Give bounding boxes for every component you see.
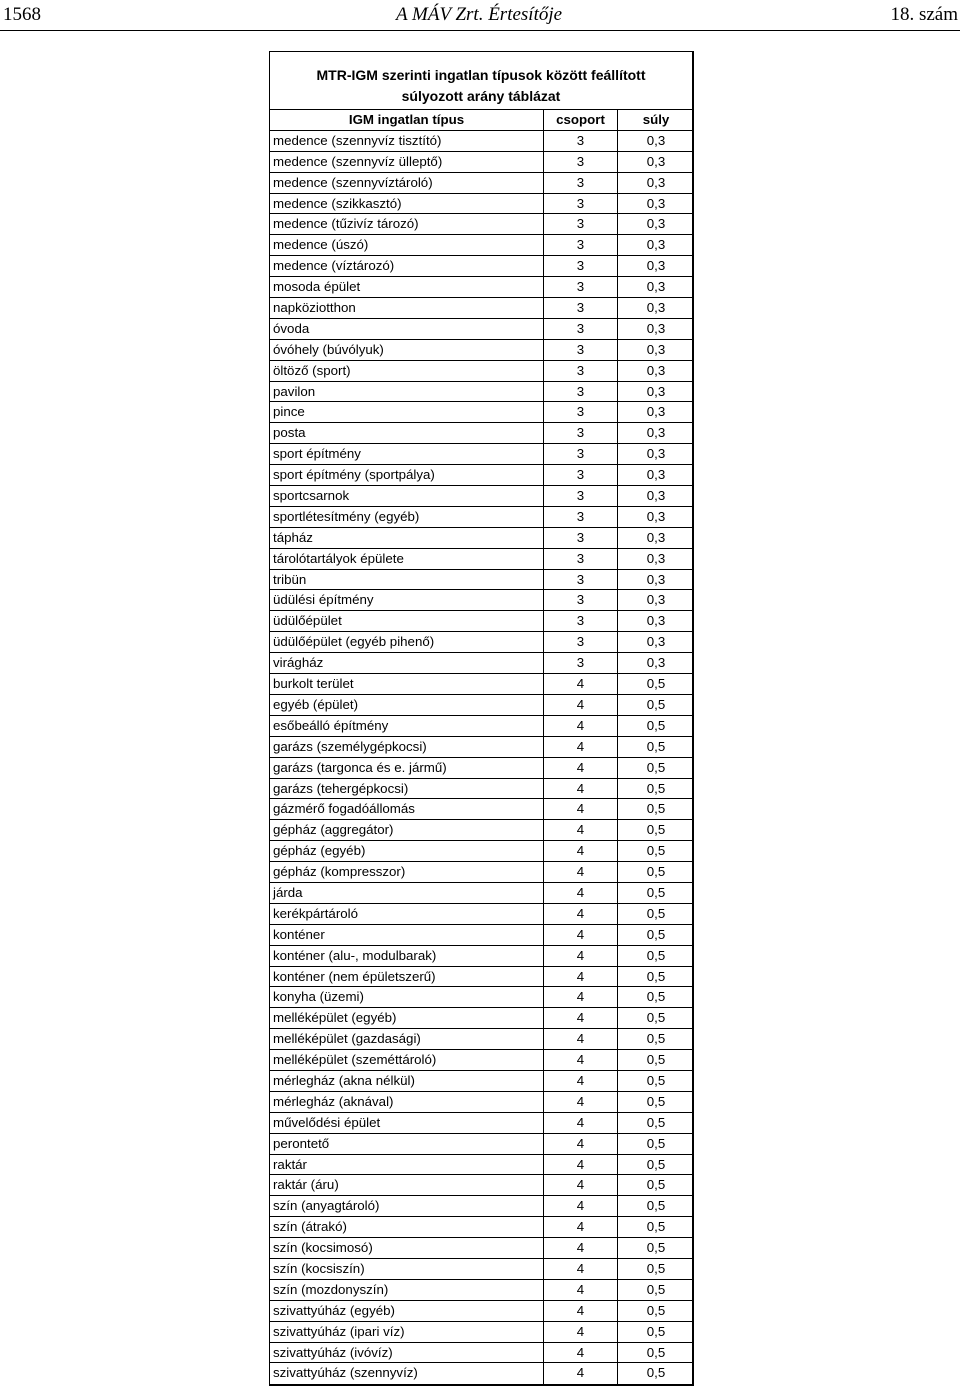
table-row (270, 1134, 692, 1155)
table-row (270, 1280, 692, 1301)
table-row (270, 319, 692, 340)
cell-weight: 0,3 (646, 508, 666, 524)
cell-type: perontető (270, 1134, 544, 1154)
cell-group: 3 (544, 402, 618, 422)
cell-group: 4 (544, 1259, 618, 1279)
cell-type: szín (átrakó) (270, 1217, 544, 1237)
cell-group: 4 (544, 1175, 618, 1195)
cell-group: 3 (544, 570, 618, 590)
table-row (270, 611, 692, 632)
table-row (270, 570, 692, 591)
cell-group: 3 (544, 465, 618, 485)
cell-group: 3 (544, 256, 618, 276)
cell-group: 4 (544, 904, 618, 924)
cell-group: 4 (544, 779, 618, 799)
table-row (270, 549, 692, 570)
cell-weight: 0,5 (646, 801, 666, 817)
cell-weight: 0,5 (646, 1281, 666, 1297)
cell-weight: 0,5 (646, 1031, 666, 1047)
table-row (270, 194, 692, 215)
cell-weight: 0,5 (646, 864, 666, 880)
cell-type: mérlegház (aknával) (270, 1092, 544, 1112)
cell-weight: 0,3 (646, 383, 666, 399)
cell-group: 3 (544, 507, 618, 527)
table-row (270, 465, 692, 486)
table-row (270, 1008, 692, 1029)
cell-type: garázs (személygépkocsi) (270, 737, 544, 757)
cell-weight: 0,3 (646, 341, 666, 357)
cell-group: 3 (544, 361, 618, 381)
cell-type: garázs (tehergépkocsi) (270, 779, 544, 799)
cell-type: konténer (nem épületszerű) (270, 967, 544, 987)
cell-type: medence (szennyvíz ülleptő) (270, 152, 544, 172)
cell-type: szín (kocsimosó) (270, 1238, 544, 1258)
cell-type: kerékpártároló (270, 904, 544, 924)
table-row (270, 1029, 692, 1050)
cell-weight: 0,3 (646, 320, 666, 336)
cell-weight: 0,3 (646, 446, 666, 462)
cell-group: 3 (544, 444, 618, 464)
table-row (270, 131, 692, 152)
cell-group: 3 (544, 549, 618, 569)
cell-type: melléképület (szeméttároló) (270, 1050, 544, 1070)
publication-title: A MÁV Zrt. Értesítője (396, 4, 563, 25)
cell-type: pavilon (270, 382, 544, 402)
cell-group: 3 (544, 486, 618, 506)
cell-group: 4 (544, 758, 618, 778)
cell-type: gázmérő fogadóállomás (270, 799, 544, 819)
cell-type: gépház (kompresszor) (270, 862, 544, 882)
table-row (270, 402, 692, 423)
cell-group: 3 (544, 611, 618, 631)
cell-type: szivattyúház (szennyvíz) (270, 1363, 544, 1384)
cell-group: 4 (544, 925, 618, 945)
table-row (270, 256, 692, 277)
table-title-line-2: súlyozott arány táblázat (401, 88, 561, 104)
cell-type: sportlétesítmény (egyéb) (270, 507, 544, 527)
table-row (270, 298, 692, 319)
table-row (270, 716, 692, 737)
cell-group: 3 (544, 298, 618, 318)
cell-weight: 0,5 (646, 968, 666, 984)
table-row (270, 883, 692, 904)
cell-type: üdülési építmény (270, 590, 544, 610)
table-row (270, 674, 692, 695)
table-row (270, 987, 692, 1008)
table-row (270, 507, 692, 528)
cell-weight: 0,5 (646, 1365, 666, 1381)
cell-group: 4 (544, 799, 618, 819)
cell-weight: 0,3 (646, 550, 666, 566)
cell-weight: 0,5 (646, 696, 666, 712)
column-header-type: IGM ingatlan típus (270, 110, 544, 130)
cell-group: 4 (544, 737, 618, 757)
cell-weight: 0,3 (646, 174, 666, 190)
table-row (270, 1217, 692, 1238)
cell-group: 4 (544, 987, 618, 1007)
cell-weight: 0,3 (646, 279, 666, 295)
table-row (270, 277, 692, 298)
cell-weight: 0,5 (646, 1072, 666, 1088)
cell-group: 4 (544, 1343, 618, 1363)
cell-group: 3 (544, 131, 618, 151)
cell-group: 3 (544, 382, 618, 402)
cell-group: 3 (544, 277, 618, 297)
table-row (270, 1259, 692, 1280)
cell-type: gépház (egyéb) (270, 841, 544, 861)
cell-group: 4 (544, 1155, 618, 1175)
table-row (270, 1196, 692, 1217)
table-row (270, 214, 692, 235)
cell-group: 4 (544, 841, 618, 861)
cell-weight: 0,5 (646, 1177, 666, 1193)
cell-weight: 0,3 (646, 237, 666, 253)
cell-type: sport építmény (sportpálya) (270, 465, 544, 485)
table-row (270, 1155, 692, 1176)
table-row (270, 925, 692, 946)
cell-type: konyha (üzemi) (270, 987, 544, 1007)
table-row (270, 862, 692, 883)
cell-type: szivattyúház (ipari víz) (270, 1322, 544, 1342)
cell-type: mosoda épület (270, 277, 544, 297)
cell-type: melléképület (gazdasági) (270, 1029, 544, 1049)
cell-type: raktár (áru) (270, 1175, 544, 1195)
table-row (270, 695, 692, 716)
table-row (270, 1071, 692, 1092)
table-row (270, 1343, 692, 1364)
table-row (270, 946, 692, 967)
cell-group: 4 (544, 946, 618, 966)
table-row (270, 820, 692, 841)
cell-weight: 0,5 (646, 717, 666, 733)
cell-type: napköziotthon (270, 298, 544, 318)
cell-type: raktár (270, 1155, 544, 1175)
cell-group: 3 (544, 152, 618, 172)
cell-type: óvóhely (búvólyuk) (270, 340, 544, 360)
table-row (270, 737, 692, 758)
cell-type: tápház (270, 528, 544, 548)
cell-weight: 0,5 (646, 843, 666, 859)
cell-type: szín (kocsiszín) (270, 1259, 544, 1279)
table-row (270, 1238, 692, 1259)
cell-weight: 0,3 (646, 300, 666, 316)
cell-type: művelődési épület (270, 1113, 544, 1133)
cell-group: 4 (544, 883, 618, 903)
cell-weight: 0,5 (646, 1302, 666, 1318)
cell-group: 4 (544, 695, 618, 715)
cell-type: medence (szennyvíz tisztító) (270, 131, 544, 151)
cell-weight: 0,3 (646, 216, 666, 232)
table-row (270, 1301, 692, 1322)
table-row (270, 340, 692, 361)
cell-type: egyéb (épület) (270, 695, 544, 715)
table-title-line-1: MTR-IGM szerinti ingatlan típusok között feállított (316, 67, 646, 83)
column-header-group: csoport (544, 110, 618, 130)
table-row (270, 173, 692, 194)
cell-weight: 0,5 (646, 759, 666, 775)
cell-type: járda (270, 883, 544, 903)
cell-type: sport építmény (270, 444, 544, 464)
cell-weight: 0,5 (646, 1010, 666, 1026)
cell-group: 4 (544, 820, 618, 840)
cell-group: 4 (544, 1029, 618, 1049)
table-row (270, 1113, 692, 1134)
cell-group: 3 (544, 340, 618, 360)
table-row (270, 590, 692, 611)
cell-type: posta (270, 423, 544, 443)
cell-weight: 0,3 (646, 467, 666, 483)
cell-group: 3 (544, 194, 618, 214)
cell-group: 3 (544, 653, 618, 673)
table-row (270, 653, 692, 674)
cell-type: medence (úszó) (270, 235, 544, 255)
table-row (270, 1322, 692, 1343)
table-row (270, 632, 692, 653)
cell-type: burkolt terület (270, 674, 544, 694)
cell-weight: 0,3 (646, 195, 666, 211)
cell-weight: 0,5 (646, 1052, 666, 1068)
cell-type: medence (víztározó) (270, 256, 544, 276)
cell-group: 3 (544, 423, 618, 443)
cell-weight: 0,5 (646, 1156, 666, 1172)
cell-weight: 0,3 (646, 153, 666, 169)
table-row (270, 152, 692, 173)
cell-group: 3 (544, 235, 618, 255)
cell-type: sportcsarnok (270, 486, 544, 506)
cell-weight: 0,3 (646, 571, 666, 587)
cell-group: 4 (544, 716, 618, 736)
cell-weight: 0,5 (646, 1323, 666, 1339)
cell-weight: 0,5 (646, 738, 666, 754)
page-number: 1568 (3, 4, 41, 25)
cell-type: mérlegház (akna nélkül) (270, 1071, 544, 1091)
cell-weight: 0,5 (646, 676, 666, 692)
cell-weight: 0,5 (646, 989, 666, 1005)
cell-type: üdülőépület (egyéb pihenő) (270, 632, 544, 652)
table-row (270, 841, 692, 862)
cell-group: 4 (544, 1008, 618, 1028)
cell-type: tárolótartályok épülete (270, 549, 544, 569)
cell-weight: 0,3 (646, 655, 666, 671)
cell-weight: 0,5 (646, 926, 666, 942)
cell-type: konténer (alu-, modulbarak) (270, 946, 544, 966)
cell-weight: 0,5 (646, 1093, 666, 1109)
cell-group: 3 (544, 173, 618, 193)
cell-type: garázs (targonca és e. jármű) (270, 758, 544, 778)
cell-group: 3 (544, 319, 618, 339)
cell-group: 4 (544, 1280, 618, 1300)
cell-group: 4 (544, 1196, 618, 1216)
cell-type: szín (anyagtároló) (270, 1196, 544, 1216)
table-row (270, 758, 692, 779)
table-row (270, 904, 692, 925)
cell-group: 4 (544, 1238, 618, 1258)
cell-group: 3 (544, 632, 618, 652)
cell-group: 4 (544, 1113, 618, 1133)
cell-type: szivattyúház (ivóvíz) (270, 1343, 544, 1363)
cell-group: 4 (544, 1092, 618, 1112)
table-title (270, 52, 692, 110)
page-header (0, 0, 960, 30)
cell-weight: 0,3 (646, 132, 666, 148)
cell-weight: 0,5 (646, 1114, 666, 1130)
cell-group: 4 (544, 1071, 618, 1091)
cell-weight: 0,3 (646, 634, 666, 650)
cell-group: 4 (544, 1217, 618, 1237)
cell-weight: 0,3 (646, 529, 666, 545)
cell-group: 4 (544, 1363, 618, 1384)
cell-group: 3 (544, 528, 618, 548)
table-row (270, 528, 692, 549)
cell-weight: 0,3 (646, 613, 666, 629)
cell-weight: 0,5 (646, 947, 666, 963)
cell-weight: 0,3 (646, 425, 666, 441)
cell-weight: 0,5 (646, 1260, 666, 1276)
cell-group: 4 (544, 1322, 618, 1342)
cell-type: virágház (270, 653, 544, 673)
cell-weight: 0,5 (646, 905, 666, 921)
cell-group: 4 (544, 1301, 618, 1321)
cell-weight: 0,5 (646, 1135, 666, 1151)
cell-weight: 0,3 (646, 258, 666, 274)
table-row (270, 1092, 692, 1113)
cell-group: 4 (544, 862, 618, 882)
cell-weight: 0,5 (646, 884, 666, 900)
cell-weight: 0,3 (646, 488, 666, 504)
cell-weight: 0,5 (646, 1198, 666, 1214)
cell-type: öltöző (sport) (270, 361, 544, 381)
table-row (270, 423, 692, 444)
cell-type: konténer (270, 925, 544, 945)
cell-group: 4 (544, 1050, 618, 1070)
table-row (270, 1175, 692, 1196)
table-row (270, 967, 692, 988)
cell-type: üdülőépület (270, 611, 544, 631)
table-row (270, 779, 692, 800)
cell-weight: 0,5 (646, 1219, 666, 1235)
cell-group: 3 (544, 590, 618, 610)
cell-group: 3 (544, 214, 618, 234)
table-row (270, 1363, 692, 1384)
cell-weight: 0,3 (646, 404, 666, 420)
cell-weight: 0,3 (646, 362, 666, 378)
table-row (270, 235, 692, 256)
cell-weight: 0,5 (646, 1240, 666, 1256)
cell-group: 4 (544, 1134, 618, 1154)
table-row (270, 486, 692, 507)
issue-number: 18. szám (890, 4, 958, 25)
column-header-weight: súly (642, 112, 670, 127)
cell-type: medence (szikkasztó) (270, 194, 544, 214)
weight-table (269, 51, 694, 1386)
table-row (270, 444, 692, 465)
cell-weight: 0,5 (646, 822, 666, 838)
cell-type: esőbeálló építmény (270, 716, 544, 736)
header-rule (0, 30, 960, 31)
table-row (270, 799, 692, 820)
cell-type: gépház (aggregátor) (270, 820, 544, 840)
cell-type: szín (mozdonyszín) (270, 1280, 544, 1300)
table-row (270, 382, 692, 403)
cell-type: melléképület (egyéb) (270, 1008, 544, 1028)
table-row (270, 1050, 692, 1071)
table-header-row (270, 110, 692, 131)
table-row (270, 361, 692, 382)
cell-type: szivattyúház (egyéb) (270, 1301, 544, 1321)
cell-weight: 0,5 (646, 780, 666, 796)
cell-weight: 0,3 (646, 592, 666, 608)
cell-type: tribün (270, 570, 544, 590)
cell-type: medence (tűzivíz tározó) (270, 214, 544, 234)
cell-group: 4 (544, 967, 618, 987)
cell-type: medence (szennyvíztároló) (270, 173, 544, 193)
cell-weight: 0,5 (646, 1344, 666, 1360)
cell-type: pince (270, 402, 544, 422)
cell-group: 4 (544, 674, 618, 694)
table-body (270, 131, 692, 1384)
cell-type: óvoda (270, 319, 544, 339)
